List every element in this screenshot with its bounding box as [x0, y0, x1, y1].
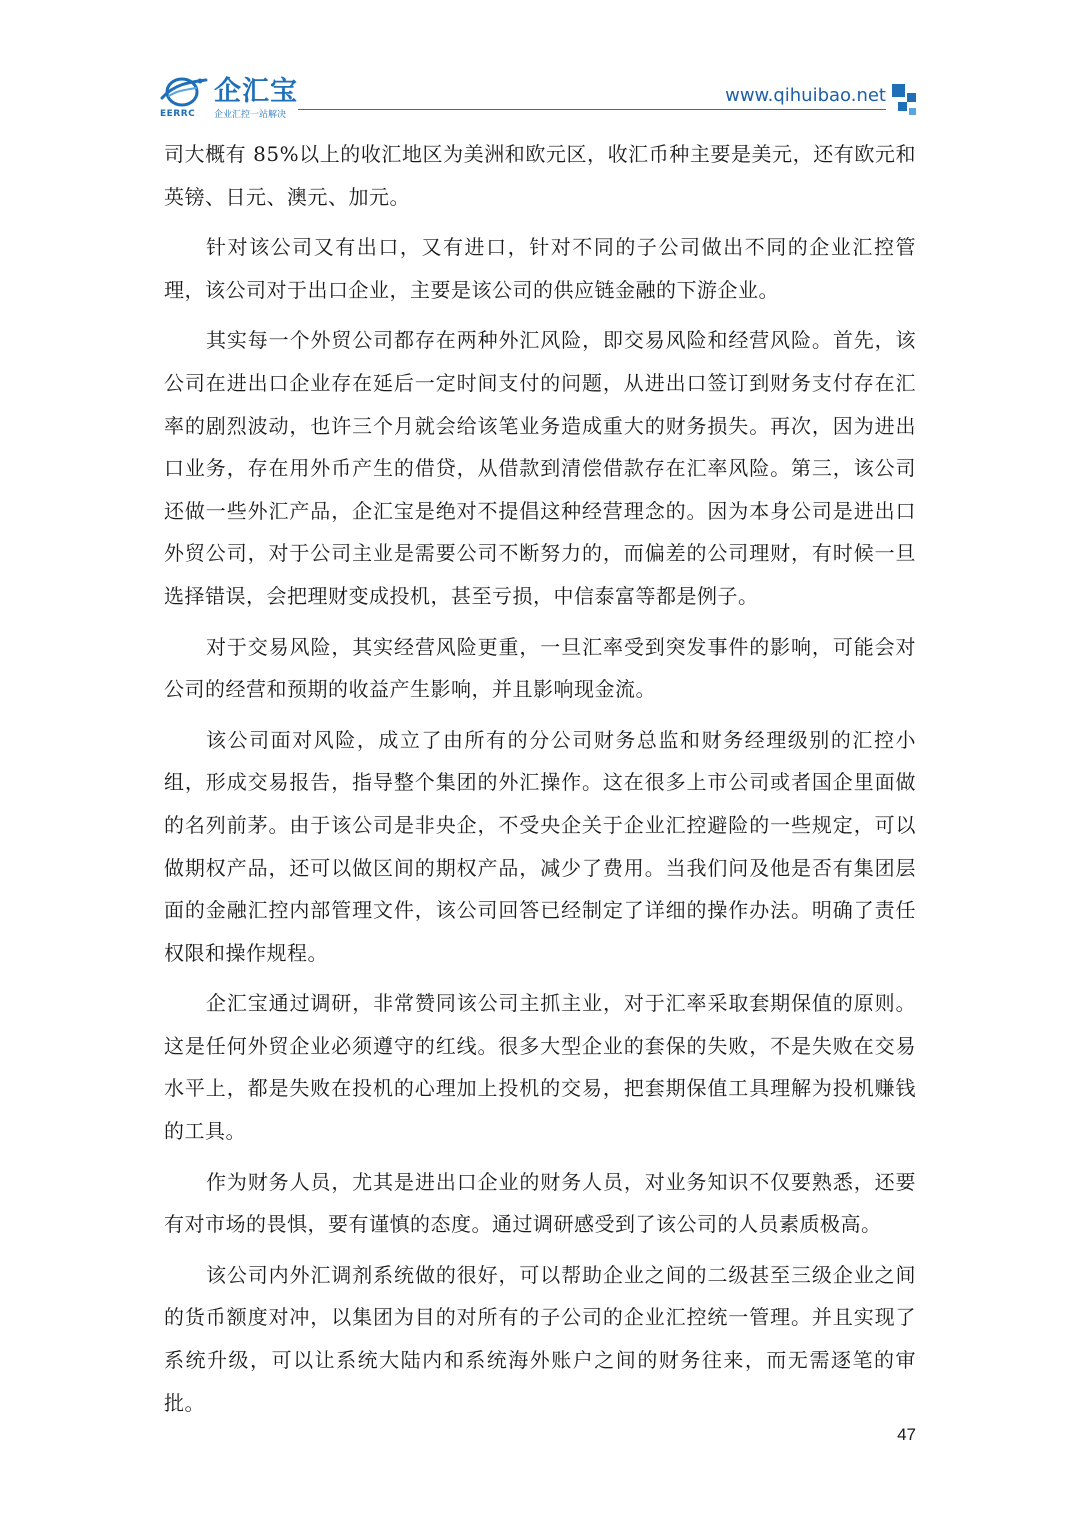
- body-paragraph: 企汇宝通过调研，非常赞同该公司主抓主业，对于汇率采取套期保值的原则。这是任何外贸企业必须遵守的红线。很多大型企业的套保的失败，不是失败在交易水平上，都是失败在投机的心理加上投机的交易，把套期保值工具理解为投机赚钱的工具。: [164, 991, 916, 1144]
- body-paragraph: 其实每一个外贸公司都存在两种外汇风险，即交易风险和经营风险。首先，该公司在进出口企业存在延后一定时间支付的问题，从进出口签订到财务支付存在汇率的剧烈波动，也许三个月就会给该笔业务造成重大的财务损失。再次，因为进出口业务，存在用外币产生的借贷，从借款到清偿借款存在汇率风险。第三，该公司还做一些外汇产品，企汇宝是绝对不提倡这种经营理念的。因为本身公司是进出口外贸公司，对于公司主业是需要公司不断努力的，而偏差的公司理财，有时候一旦选择错误，会把理财变成投机，甚至亏损，中信泰富等都是例子。: [164, 328, 916, 608]
- header-divider: [298, 109, 886, 110]
- globe-swoosh-icon: [160, 74, 208, 108]
- company-logo: [160, 74, 298, 120]
- pixel-squares-icon: [892, 84, 920, 116]
- logo-english-name: EERRC: [160, 109, 196, 119]
- body-paragraph: 针对该公司又有出口，又有进口，针对不同的子公司做出不同的企业汇控管理，该公司对于出口企业，主要是该公司的供应链金融的下游企业。: [164, 235, 916, 302]
- body-paragraph: 司大概有 85%以上的收汇地区为美洲和欧元区，收汇币种主要是美元，还有欧元和英镑、日元、澳元、加元。: [164, 142, 916, 209]
- body-paragraph: 该公司面对风险，成立了由所有的分公司财务总监和财务经理级别的汇控小组，形成交易报告，指导整个集团的外汇操作。这在很多上市公司或者国企里面做的名列前茅。由于该公司是非央企，不受央企关于企业汇控避险的一些规定，可以做期权产品，还可以做区间的期权产品，减少了费用。当我们问及他是否有集团层面的金融汇控内部管理文件，该公司回答已经制定了详细的操作办法。明确了责任权限和操作规程。: [164, 727, 916, 965]
- page-header: [0, 0, 1080, 130]
- article-body: [164, 133, 916, 1432]
- website-url[interactable]: www.qihuibao.net: [725, 85, 886, 106]
- page-number: 47: [897, 1425, 916, 1444]
- logo-slogan: 企业汇控一站解决: [214, 110, 287, 120]
- body-paragraph: 该公司内外汇调剂系统做的很好，可以帮助企业之间的二级甚至三级企业之间的货币额度对冲，以集团为目的对所有的子公司的企业汇控统一管理。并且实现了系统升级，可以让系统大陆内和系统海外账户之间的财务往来，而无需逐笔的审批。: [164, 1262, 916, 1415]
- body-paragraph: 对于交易风险，其实经营风险更重，一旦汇率受到突发事件的影响，可能会对公司的经营和预期的收益产生影响，并且影响现金流。: [164, 634, 916, 702]
- logo-chinese-name: 企汇宝: [214, 76, 298, 107]
- body-paragraph: 作为财务人员，尤其是进出口企业的财务人员，对业务知识不仅要熟悉，还要有对市场的畏惧，要有谨慎的态度。通过调研感受到了该公司的人员素质极高。: [164, 1169, 916, 1237]
